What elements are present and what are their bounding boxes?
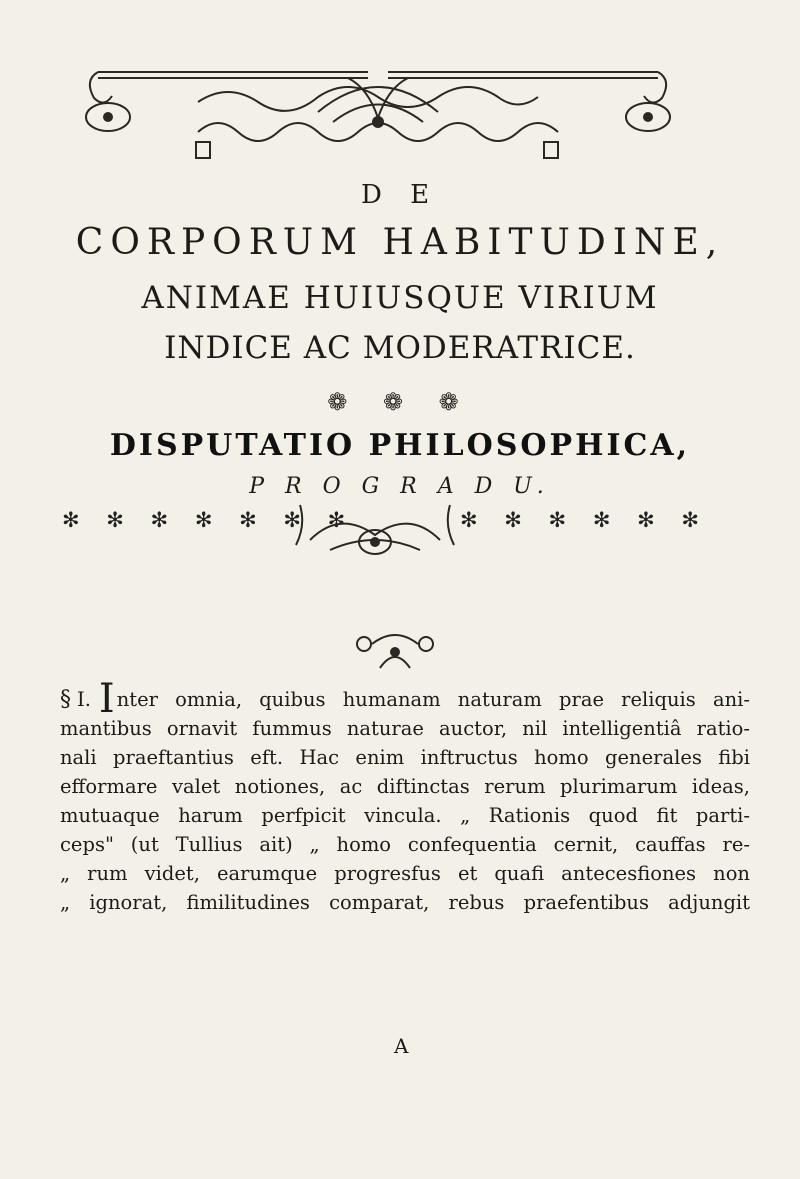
text-line-1: nter omnia, quibus humanam naturam prae reliquis ani- bbox=[116, 688, 750, 711]
text-line-5: mutuaque harum perfpicit vincula. „ Rationis quod fit parti- bbox=[60, 804, 750, 827]
central-vignette-ornament bbox=[290, 500, 460, 562]
text-line-4: efformare valet notiones, ac diftinctas rerum plurimarum ideas, bbox=[60, 775, 750, 798]
text-line-8: „ ignorat, fimilitudines comparat, rebus praefentibus adjungit bbox=[60, 891, 750, 914]
title-line-2: ANIMAE HUIUSQUE VIRIUM bbox=[141, 280, 659, 316]
star-row-right: ✻ ✻ ✻ ✻ ✻ ✻ bbox=[460, 508, 709, 532]
text-line-6: ceps" (ut Tullius ait) „ homo confequentia cernit, cauffas re- bbox=[60, 833, 750, 856]
pro-gradu: P R O G R A D U. bbox=[249, 474, 551, 499]
paragraph-1 bbox=[60, 676, 750, 917]
flower-ornaments: ❁ ❁ ❁ bbox=[327, 388, 473, 416]
section-number: I. bbox=[77, 688, 91, 711]
title-line-3: INDICE AC MODERATRICE. bbox=[164, 330, 636, 366]
headpiece-ornament bbox=[78, 62, 678, 172]
text-line-7: „ rum videt, earumque progresfus et quafi antecesfiones non bbox=[60, 862, 750, 885]
title-line-1: CORPORUM HABITUDINE, bbox=[75, 222, 725, 263]
initial-capital: I bbox=[98, 676, 115, 722]
catchword: A bbox=[394, 1034, 409, 1058]
heading-de: D E bbox=[360, 180, 440, 210]
small-ornament bbox=[350, 630, 440, 672]
star-row-left: ✻ ✻ ✻ ✻ ✻ ✻ ✻ bbox=[62, 508, 356, 532]
text-line-2: mantibus ornavit fummus naturae auctor, nil intelligentiâ ratio- bbox=[60, 717, 750, 740]
paragraph-first-line bbox=[60, 676, 750, 722]
text-line-3: nali praeftantius eft. Hac enim inftructus homo generales fibi bbox=[60, 746, 750, 769]
section-mark: § bbox=[60, 687, 71, 712]
subtitle-disputatio: DISPUTATIO PHILOSOPHICA, bbox=[109, 428, 691, 463]
